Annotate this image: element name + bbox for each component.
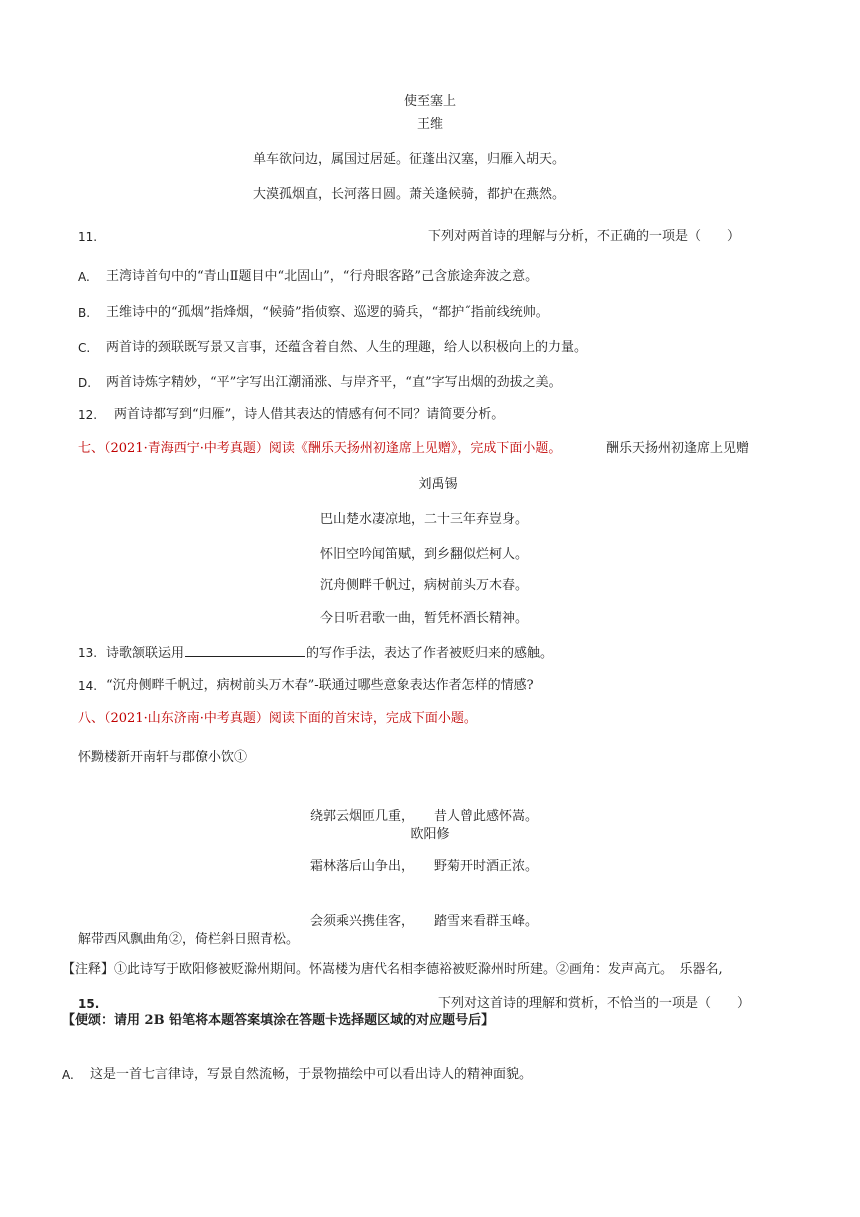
poem-line [310,913,538,931]
poem-half-line: 野菊开时酒正浓。 [434,859,539,874]
poem-half-line: 会须乘兴携佳客， [310,914,415,929]
poem-author: 王维 [416,117,444,132]
question-stem: 下列对两首诗的理解与分析，不正确的一项是（ ） [428,229,741,244]
section-heading: 八、（2021·山东济南·中考真题）阅读下面的首宋诗，完成下面小题。 [78,711,477,726]
poem-line: 今日听君歌一曲，暂凭杯酒长精神。 [320,611,529,626]
poem-title: 使至塞上 [403,94,457,109]
question-stem: 下列对这首诗的理解和赏析，不恰当的一项是（ ） [438,996,751,1011]
option-label: B. [78,306,91,320]
option-label: A. [78,270,90,284]
option-text: 王维诗中的“孤烟”指烽烟，“候骑”指侦察、巡逻的骑兵，“都护˝指前线统帅。 [106,305,549,320]
question-text-after: 的写作手法，表达了作者被贬归来的感触。 [306,646,554,661]
poem-half-line: 绕郭云烟匝几重， [310,809,415,824]
question-text: 两首诗都写到“归雁”，诗人借其表达的情感有何不同？请简要分析。 [114,407,505,422]
poem-line: 大漠孤烟直，长河落日圆。萧关逢候骑，都护在燕然。 [252,187,566,202]
question-text: “沉舟侧畔千帆过，病树前头万木春”-联通过哪些意象表达作者怎样的情感? [106,678,534,693]
option-text: 王湾诗首句中的“青山Ⅱ题目中“北固山”，“行舟眼客路”己含旅途奔波之意。 [106,269,539,284]
poem-line [310,858,538,876]
poem-half-line: 霜林落后山争出， [310,859,415,874]
section-heading: 七、（2021·青海西宁·中考真题）阅读《酬乐天扬州初逢席上见赠》，完成下面小题。 [78,441,562,456]
question-number: 14. [78,679,98,693]
question-text-before: 诗歌颔联运用 [106,646,185,661]
question-number: 15. [78,997,100,1011]
poem-line: 怀旧空吟闻笛赋，到乡翻似烂柯人。 [320,547,529,562]
question-number: 11. [78,230,98,244]
poem-title: 怀黝楼新开南轩与郡僚小饮① [78,750,248,765]
option-label: D. [78,376,92,390]
poem-half-line: 昔人曾此感怀嵩。 [434,809,539,824]
poem-line: 巴山楚水凄凉地，二十三年弃豈身。 [320,512,529,527]
annotation-note: 【注释】①此诗写于欧阳修被贬滁州期间。怀嵩楼为唐代名相李德裕被贬滁州时所建。②画角：发声高亢。 乐器名, [62,962,723,977]
poem-author: 刘禹锡 [418,477,458,492]
poem-line: 沉舟侧畔千帆过，病树前头万木春。 [320,578,529,593]
poem-line: 单车欲问边，属国过居延。征蓬出汉塞，归雁入胡天。 [252,152,566,167]
poem-author: 欧阳修 [410,827,450,842]
option-label: A. [62,1068,74,1082]
option-text: 两首诗炼字精妙，“平”字写出江潮涌涨、与岸齐平，“直”字写出烟的劲拔之美。 [106,375,562,390]
poem-half-line: 踏雪来看群玉峰。 [434,914,539,929]
option-text: 这是一首七言律诗，写景自然流畅，于景物描绘中可以看出诗人的精神面貌。 [90,1067,533,1082]
question-text [106,644,553,663]
option-label: C. [78,341,91,355]
question-number: 12. [78,408,98,422]
poem-line: 解带西风飘曲角②，倚栏斜日照青松。 [78,932,300,947]
option-text: 两首诗的颈联既写景又言事，还蕴含着自然、人生的理趣，给人以积极向上的力量。 [106,340,588,355]
poem-title: 酬乐天扬州初逢席上见赠 [606,441,750,456]
question-number: 13. [78,646,98,660]
answer-hint: 【便颂：请用 2B 铅笔将本题答案填涂在答题卡选择题区域的对应题号后】 [62,1013,495,1028]
poem-line [310,808,538,826]
answer-blank[interactable] [185,644,305,657]
